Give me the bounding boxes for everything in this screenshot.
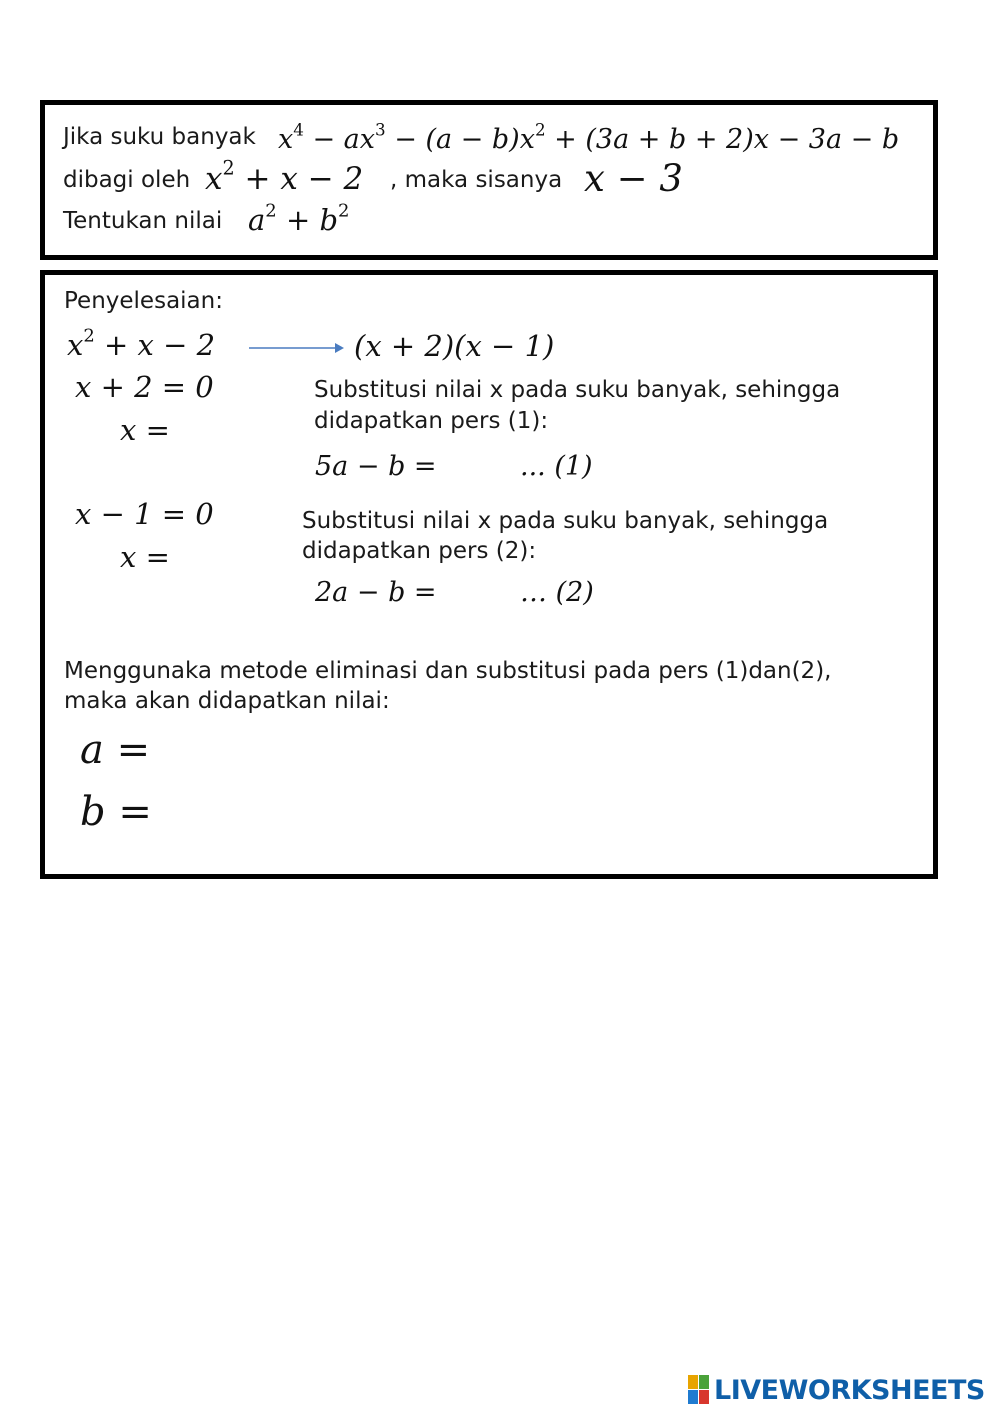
remainder-expression: x − 3: [584, 157, 683, 200]
persamaan-1-tag: ... (1): [520, 451, 593, 482]
elimination-line2: maka akan didapatkan nilai:: [64, 688, 390, 714]
target-expression: $a^2 + b^2$: [248, 200, 350, 237]
substitution-2-line1: Substitusi nilai x pada suku banyak, sehingga: [302, 508, 829, 534]
arrow-icon: [247, 341, 347, 355]
factor-right-expression: (x + 2)(x − 1): [354, 329, 555, 363]
divisor-expression: $x^2 + x - 2$: [205, 156, 364, 197]
persamaan-2: 2a − b =: [315, 577, 437, 608]
liveworksheets-brand: LIVEWORKSHEETS: [714, 1374, 985, 1406]
liveworksheets-logo: [688, 1372, 985, 1408]
problem-line2-label: dibagi oleh: [63, 167, 191, 193]
substitution-1-line2: didapatkan pers (1):: [314, 408, 549, 434]
problem-line2-mid: , maka sisanya: [390, 167, 563, 193]
problem-line1-label: Jika suku banyak: [63, 124, 256, 150]
answer-a: a =: [80, 727, 151, 773]
persamaan-2-tag: … (2): [520, 577, 594, 608]
solution-heading: Penyelesaian:: [64, 288, 223, 314]
polynomial-expression: $x^4 - ax^3 - (a - b)x^2 + (3a + b + 2)x - 3a - b$: [278, 119, 900, 155]
liveworksheets-mark-icon: [688, 1375, 710, 1405]
equation-1: x + 2 = 0: [75, 370, 214, 404]
answer-b: b =: [80, 789, 152, 835]
substitution-2-line2: didapatkan pers (2):: [302, 538, 537, 564]
equation-2-x: x =: [120, 540, 170, 574]
equation-2: x − 1 = 0: [75, 497, 214, 531]
substitution-1-line1: Substitusi nilai x pada suku banyak, sehingga: [314, 377, 841, 403]
elimination-line1: Menggunaka metode eliminasi dan substitusi pada pers (1)dan(2),: [64, 658, 832, 684]
persamaan-1: 5a − b =: [315, 451, 437, 482]
factor-left-expression: $x^2 + x - 2$: [67, 325, 216, 362]
equation-1-x: x =: [120, 413, 170, 447]
problem-line3-label: Tentukan nilai: [63, 208, 223, 234]
